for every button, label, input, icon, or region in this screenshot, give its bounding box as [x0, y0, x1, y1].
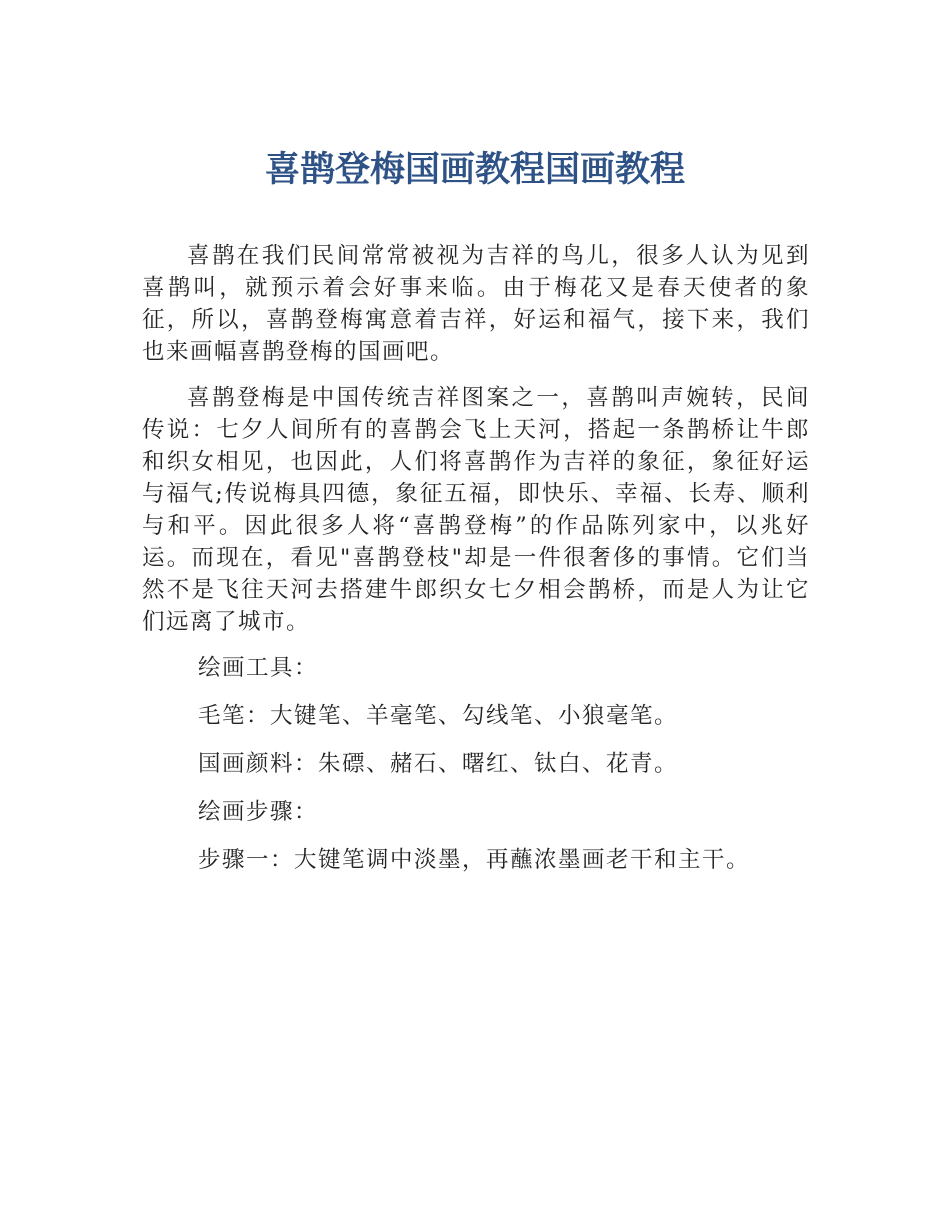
line-pigments: 国画颜料：朱磦、赭石、曙红、钛白、花青。: [198, 751, 679, 777]
paragraph-intro: 喜鹊在我们民间常常被视为吉祥的鸟儿，很多人认为见到喜鹊叫，就预示着会好事来临。由于梅花又是春天使者的象征，所以，喜鹊登梅寓意着吉祥，好运和福气，接下来，我们也来画幅喜鹊登梅的国画吧。: [142, 243, 810, 365]
line-step-one: 步骤一：大键笔调中淡墨，再蘸浓墨画老干和主干。: [198, 847, 751, 873]
line-brushes: 毛笔：大键笔、羊毫笔、勾线笔、小狼毫笔。: [198, 703, 679, 729]
document-title: 喜鹊登梅国画教程国画教程: [264, 150, 685, 190]
line-steps-heading: 绘画步骤：: [198, 799, 319, 825]
line-tools-heading: 绘画工具：: [198, 655, 319, 681]
paragraph-legend: 喜鹊登梅是中国传统吉祥图案之一，喜鹊叫声婉转，民间传说：七夕人间所有的喜鹊会飞上天河，搭起一条鹊桥让牛郎和织女相见，也因此，人们将喜鹊作为吉祥的象征，象征好运与福气;传说梅具四德，象征五福，即快乐、幸福、长寿、顺利与和平。因此很多人将“喜鹊登梅”的作品陈列家中，以兆好运。而现在，看见"喜鹊登枝"却是一件很奢侈的事情。它们当然不是飞往天河去搭建牛郎织女七夕相会鹊桥，而是人为让它们远离了城市。: [142, 385, 810, 635]
document-body: [142, 240, 810, 892]
